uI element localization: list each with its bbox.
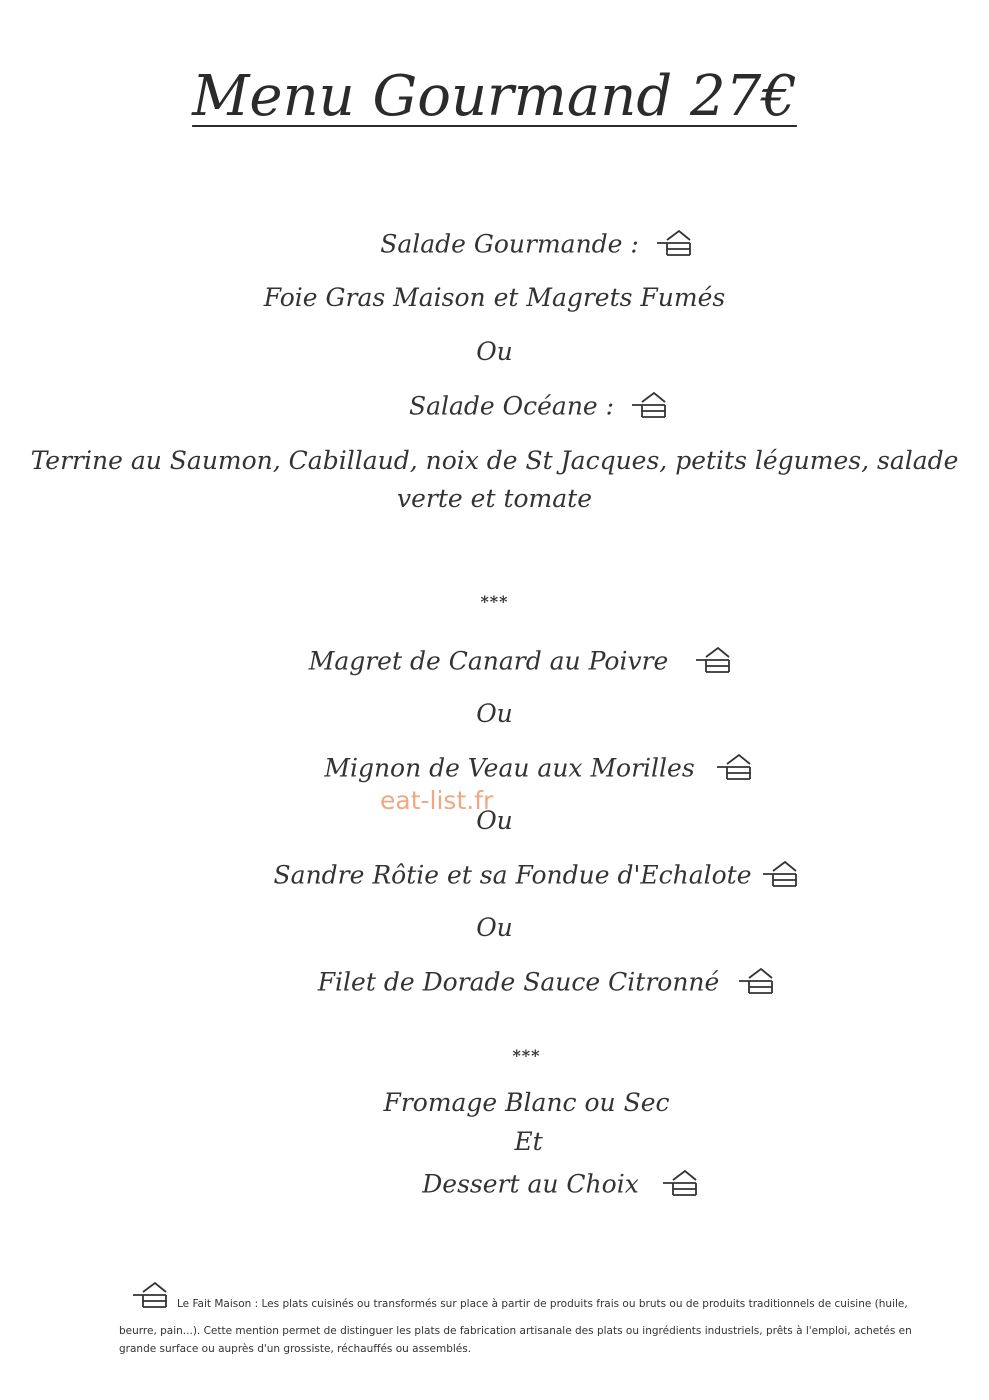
- dessert-line-3: [66, 1168, 989, 1204]
- footnote-text: Le Fait Maison : Les plats cuisinés ou transformés sur place à partir de produits frais ou bruts ou de produits traditionnels de cuisine (huile, beurre, pain...). Cette mention permet de distinguer les plats de fabrication artisanale des plats ou ingrédients industriels, prêts à l'emploi, achetés en grande surface ou auprès d'un grossiste, réchauffés ou assemblés.: [119, 1298, 912, 1355]
- entree-2-description-line2: verte et tomate: [397, 484, 592, 513]
- entree-1-name-line: [42, 228, 989, 264]
- fait-maison-house-icon: [655, 228, 693, 264]
- plat-3-line: [42, 859, 989, 895]
- plat-3-name: Sandre Rôtie et sa Fondue d'Echalote: [273, 860, 752, 890]
- fait-maison-house-icon: [131, 1280, 169, 1316]
- dessert-line-2: Et: [514, 1127, 543, 1156]
- fait-maison-house-icon: [694, 645, 732, 681]
- entree-2-name: Salade Océane :: [408, 391, 615, 421]
- fait-maison-house-icon: [661, 1168, 699, 1204]
- watermark: eat-list.fr: [380, 786, 494, 815]
- fait-maison-house-icon: [630, 390, 668, 426]
- or-separator: Ou: [476, 913, 513, 942]
- plat-1-name: Magret de Canard au Poivre: [308, 646, 669, 676]
- fait-maison-house-icon: [715, 752, 753, 788]
- plat-4-name: Filet de Dorade Sauce Citronné: [317, 967, 720, 997]
- plat-2-line: [44, 752, 989, 788]
- fait-maison-footnote: [119, 1286, 931, 1358]
- entree-2-name-line: [44, 390, 989, 426]
- menu-title: Menu Gourmand 27€: [192, 64, 797, 129]
- entree-1-description: Foie Gras Maison et Magrets Fumés: [263, 283, 726, 312]
- dessert-name: Dessert au Choix: [422, 1169, 639, 1199]
- fait-maison-house-icon: [761, 859, 799, 895]
- or-separator: Ou: [476, 337, 513, 366]
- plat-4-line: [52, 966, 989, 1002]
- fait-maison-house-icon: [737, 966, 775, 1002]
- plat-2-name: Mignon de Veau aux Morilles: [324, 753, 695, 783]
- entree-1-name: Salade Gourmande :: [380, 229, 639, 259]
- dessert-line-1: Fromage Blanc ou Sec: [383, 1088, 670, 1117]
- plat-1-line: [26, 645, 989, 681]
- or-separator: Ou: [476, 806, 513, 835]
- course-separator: ***: [480, 592, 509, 611]
- or-separator: Ou: [476, 699, 513, 728]
- course-separator: ***: [512, 1046, 541, 1065]
- entree-2-description-line1: Terrine au Saumon, Cabillaud, noix de St Jacques, petits légumes, salade: [30, 446, 959, 475]
